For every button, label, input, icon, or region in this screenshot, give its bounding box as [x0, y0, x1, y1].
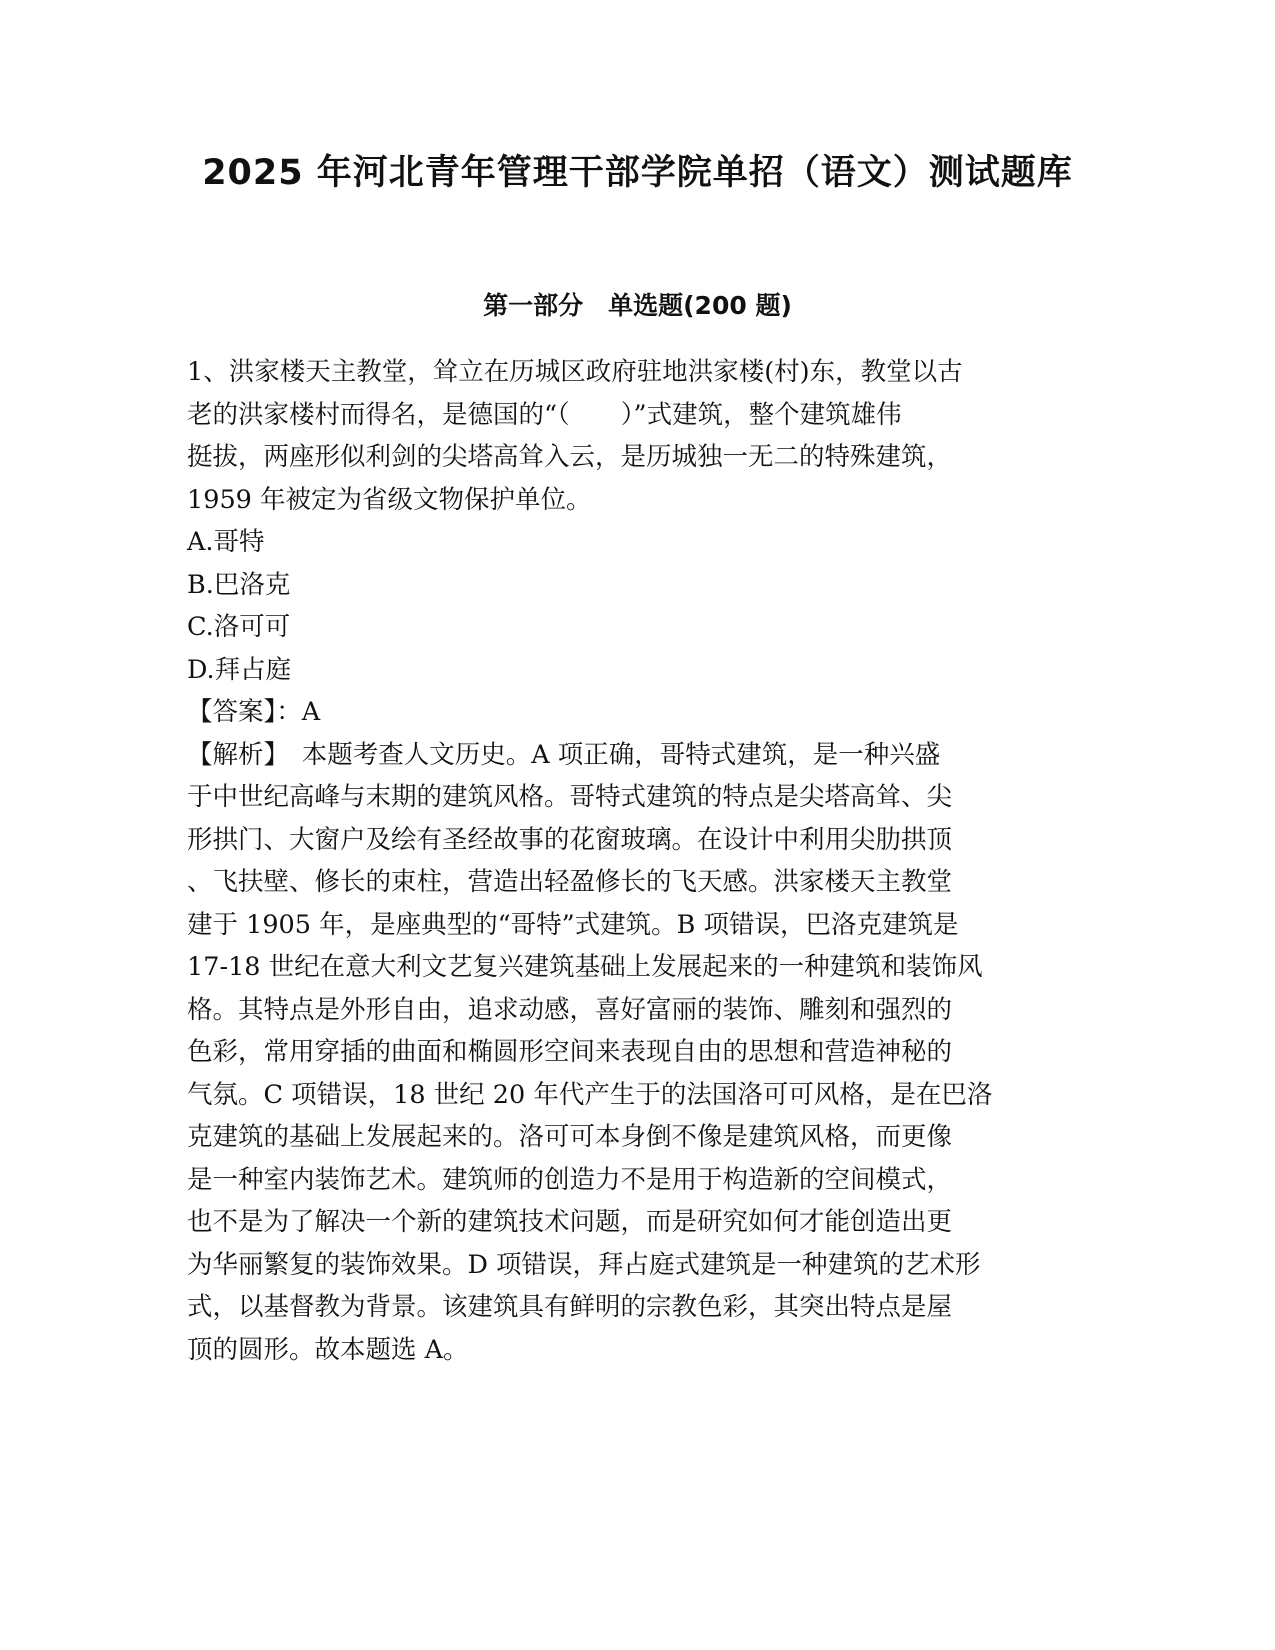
- explanation-line: 格。其特点是外形自由，追求动感，喜好富丽的装饰、雕刻和强烈的: [187, 994, 953, 1025]
- explanation-line: 建于 1905 年，是座典型的“哥特”式建筑。B 项错误，巴洛克建筑是: [187, 909, 959, 940]
- explanation-line: 、飞扶壁、修长的束柱，营造出轻盈修长的飞天感。洪家楼天主教堂: [187, 867, 953, 897]
- explanation-line: 气氛。C 项错误，18 世纪 20 年代产生于的法国洛可可风格，是在巴洛: [187, 1079, 993, 1110]
- explanation-line: 式，以基督教为背景。该建筑具有鲜明的宗教色彩，其突出特点是屋: [187, 1292, 953, 1322]
- stem-line: 1、洪家楼天主教堂，耸立在历城区政府驻地洪家楼(村)东，教堂以古: [187, 357, 963, 387]
- option-c: C.洛可可: [187, 612, 291, 642]
- explanation-line: 色彩，常用穿插的曲面和椭圆形空间来表现自由的思想和营造神秘的: [187, 1037, 953, 1067]
- explanation: [187, 734, 1087, 1372]
- stem-line: 挺拔，两座形似利剑的尖塔高耸入云，是历城独一无二的特殊建筑，: [187, 442, 953, 472]
- explanation-line: 形拱门、大窗户及绘有圣经故事的花窗玻璃。在设计中利用尖肋拱顶: [187, 824, 953, 855]
- explanation-line: 是一种室内装饰艺术。建筑师的创造力不是用于构造新的空间模式，: [187, 1164, 953, 1195]
- option-b: B.巴洛克: [187, 569, 291, 600]
- explanation-line: 17-18 世纪在意大利文艺复兴建筑基础上发展起来的一种建筑和装饰风: [187, 952, 983, 982]
- explanation-line: 克建筑的基础上发展起来的。洛可可本身倒不像是建筑风格，而更像: [187, 1122, 953, 1152]
- question-stem: [187, 351, 1087, 521]
- answer-label: 【答案】：A: [187, 697, 321, 727]
- explanation-line: 【解析】 本题考查人文历史。A 项正确，哥特式建筑，是一种兴盛: [187, 739, 941, 770]
- explanation-line: 顶的圆形。故本题选 A。: [187, 1334, 469, 1365]
- explanation-line: 也不是为了解决一个新的建筑技术问题，而是研究如何才能创造出更: [187, 1207, 953, 1237]
- question-block: [187, 351, 1087, 1371]
- document-title: 2025 年河北青年管理干部学院单招（语文）测试题库: [202, 153, 1073, 193]
- section-heading: 第一部分 单选题(200 题): [483, 291, 792, 320]
- option-a: A.哥特: [187, 527, 265, 557]
- stem-line: 老的洪家楼村而得名，是德国的“（ ）”式建筑，整个建筑雄伟: [187, 399, 902, 430]
- answer-options: [187, 521, 1087, 691]
- stem-line: 1959 年被定为省级文物保护单位。: [187, 484, 592, 515]
- explanation-line: 为华丽繁复的装饰效果。D 项错误，拜占庭式建筑是一种建筑的艺术形: [187, 1249, 981, 1280]
- option-d: D.拜占庭: [187, 654, 292, 685]
- explanation-line: 于中世纪高峰与末期的建筑风格。哥特式建筑的特点是尖塔高耸、尖: [187, 782, 953, 812]
